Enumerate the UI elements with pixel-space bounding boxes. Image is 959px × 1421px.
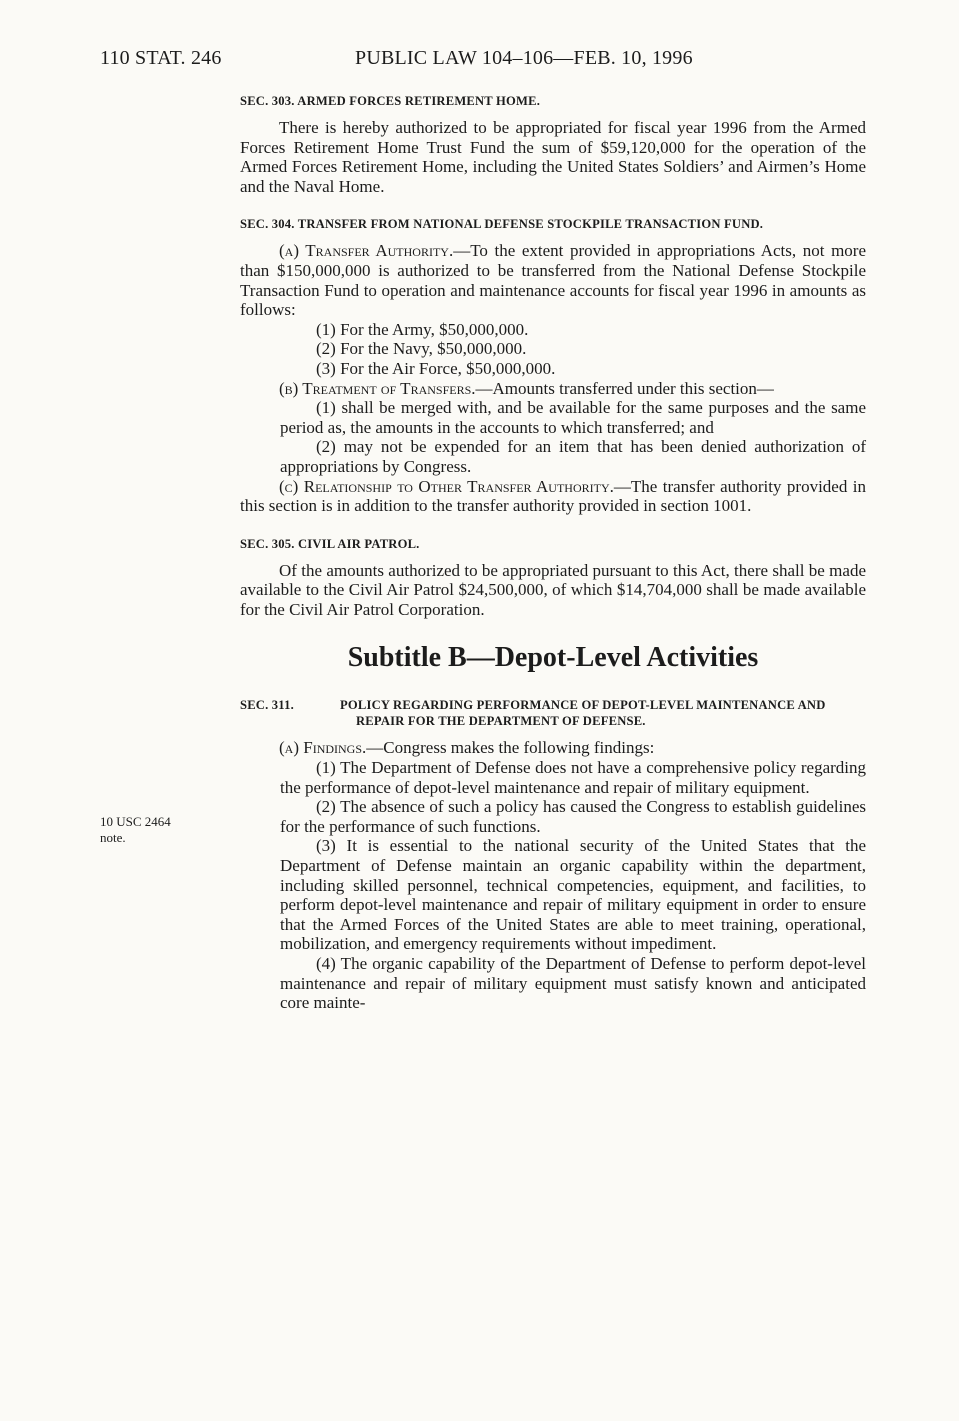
page-body	[240, 93, 866, 1013]
sec-304-c	[240, 477, 866, 516]
sec-311-heading	[240, 697, 866, 729]
sec-304-b-item: (2) may not be expended for an item that has been denied authorization of appropriations by Congress.	[280, 437, 866, 476]
sec-311-title: POLICY REGARDING PERFORMANCE OF DEPOT-LEVEL MAINTENANCE AND REPAIR FOR THE DEPARTMENT OF DEFENSE.	[340, 698, 826, 729]
sec-304-c-text: —The transfer authority provided in this section is in addition to the transfer authority provided in section 1001.	[240, 476, 866, 516]
sec-311-a-text: —Congress makes the following findings:	[366, 738, 655, 758]
sec-311-finding: (4) The organic capability of the Department of Defense to perform depot-level maintenance and repair of military equipment must satisfy known and anticipated core mainte-	[280, 954, 866, 1013]
sec-304-b-label: (b) Treatment of Transfers.	[279, 378, 476, 398]
sec-304-c-label: (c) Relationship to Other Transfer Authority.	[279, 476, 614, 496]
subtitle-heading: Subtitle B—Depot-Level Activities	[347, 642, 759, 674]
sec-305-heading: SEC. 305. CIVIL AIR PATROL.	[240, 536, 420, 551]
sec-311-number: SEC. 311.	[240, 698, 294, 713]
sec-311-finding: (3) It is essential to the national security of the United States that the Department of Defense maintain an organic capability within the department, including skilled personnel, technical competencies, equipment, and facilities, to perform depot-level maintenance and repair of military equipment in order to ensure that the Armed Forces of the United States are able to meet training, operational, mobilization, and emergency requirements without impediment.	[280, 836, 866, 954]
sec-311-a	[240, 738, 866, 758]
sec-304-a	[240, 241, 866, 319]
margin-note-citation: 10 USC 2464	[100, 814, 171, 829]
sec-304-a-text: —To the extent provided in appropriations Acts, not more than $150,000,000 is authorized to be transferred from the National Defense Stockpile Transaction Fund to operation and maintenance accounts for fiscal year 1996 in amounts as follows:	[240, 241, 866, 320]
sec-304-heading: SEC. 304. TRANSFER FROM NATIONAL DEFENSE STOCKPILE TRANSACTION FUND.	[240, 217, 764, 232]
sec-303-heading: SEC. 303. ARMED FORCES RETIREMENT HOME.	[240, 94, 541, 108]
sec-304-a-item: (3) For the Air Force, $50,000,000.	[316, 358, 556, 378]
sec-311-finding: (2) The absence of such a policy has caused the Congress to establish guidelines for the performance of such functions.	[280, 797, 866, 836]
sec-311-finding: (1) The Department of Defense does not have a comprehensive policy regarding the performance of depot-level maintenance and repair of military equipment.	[280, 758, 866, 797]
sec-305-body: Of the amounts authorized to be appropriated pursuant to this Act, there shall be made available to the Civil Air Patrol $24,500,000, of which $14,704,000 shall be made available for the Civil Air Patrol Corporation.	[240, 560, 866, 619]
page-header	[100, 46, 820, 70]
sec-304-b-text: —Amounts transferred under this section—	[475, 378, 774, 398]
sec-311-a-label: (a) Findings.	[279, 738, 367, 758]
margin-note-suffix: note.	[100, 830, 126, 845]
sec-304-b	[240, 379, 866, 399]
public-law-citation: PUBLIC LAW 104–106—FEB. 10, 1996	[355, 47, 693, 69]
statute-page-number: 110 STAT. 246	[100, 47, 222, 69]
sec-304-a-item: (1) For the Army, $50,000,000.	[316, 319, 529, 339]
sec-303-body: There is hereby authorized to be appropriated for fiscal year 1996 from the Armed Forces Retirement Home Trust Fund the sum of $59,120,000 for the operation of the Armed Forces Retirement Home, including the United States Soldiers’ and Airmen’s Home and the Naval Home.	[240, 118, 866, 196]
margin-note	[100, 814, 210, 846]
sec-304-b-item: (1) shall be merged with, and be available for the same purposes and the same period as, the amounts in the accounts to which transferred; and	[280, 398, 866, 437]
sec-304-a-item: (2) For the Navy, $50,000,000.	[316, 339, 527, 359]
sec-304-a-label: (a) Transfer Authority.	[279, 241, 454, 261]
